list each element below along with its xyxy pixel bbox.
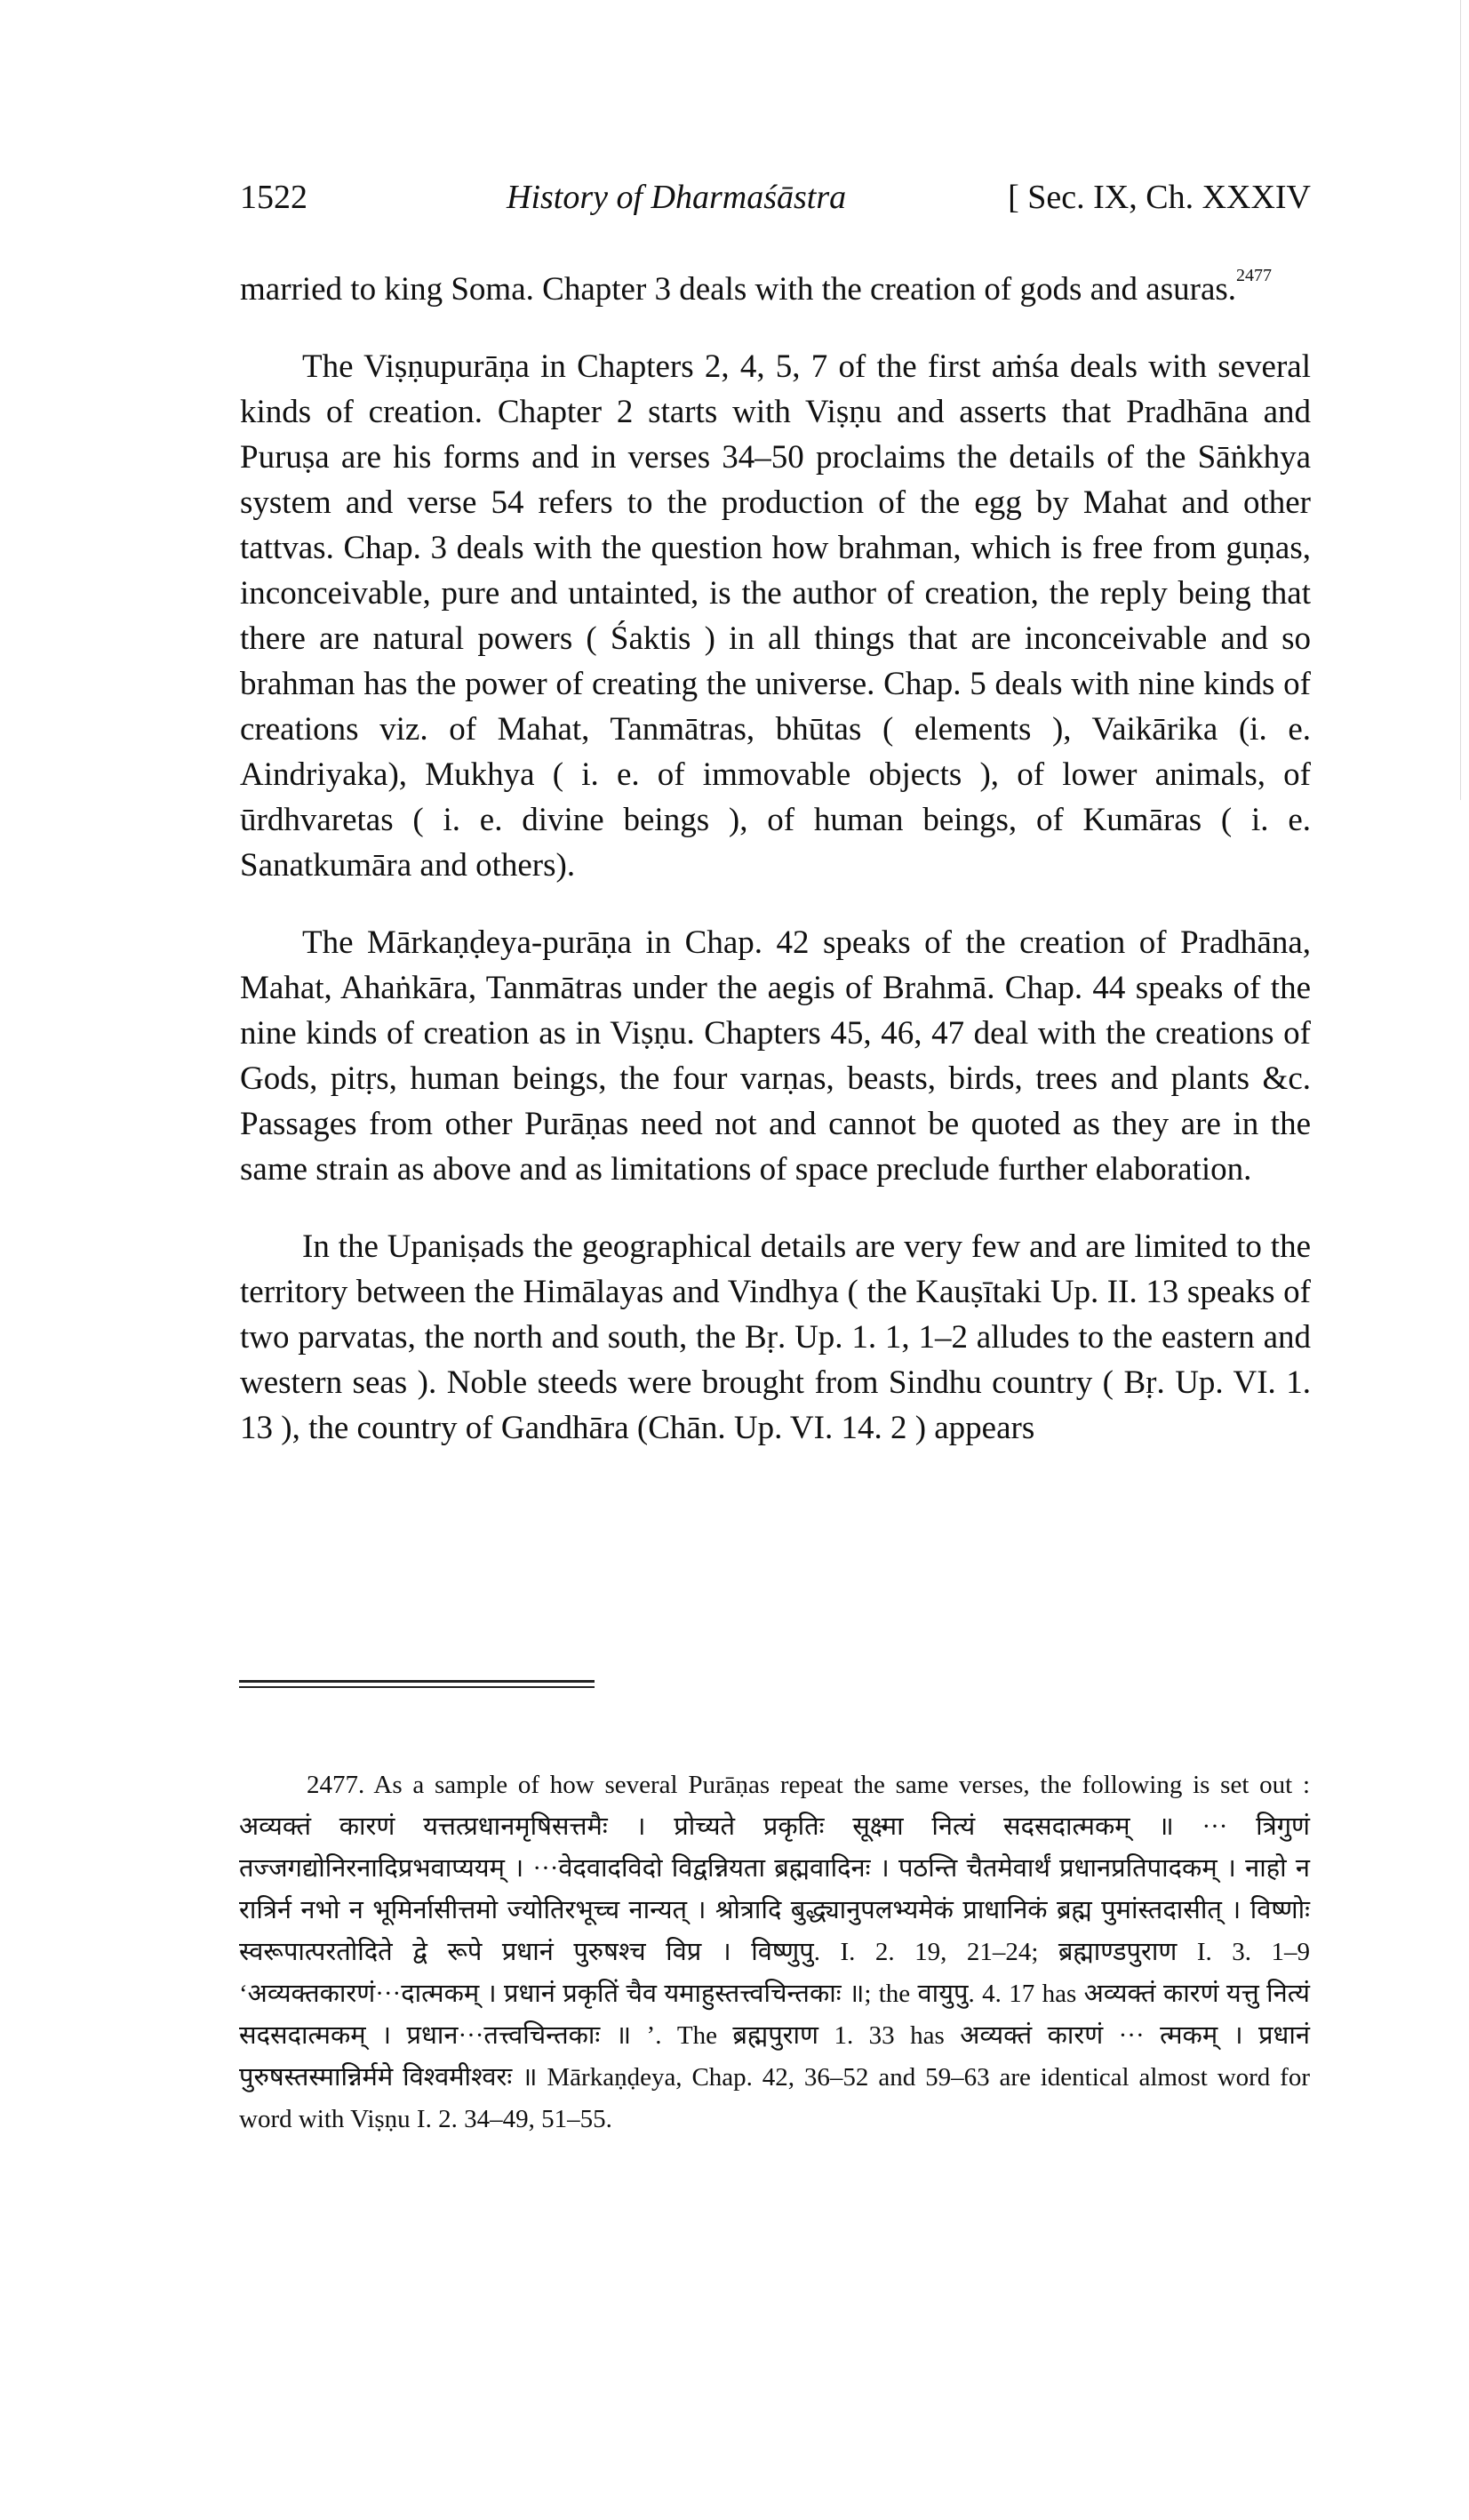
- page-edge: [1460, 0, 1461, 800]
- page-number: 1522: [240, 179, 307, 216]
- footnote-divider: [239, 1680, 595, 1688]
- footnote-text: 2477. As a sample of how several Purāṇas repeat the same verses, the following is set out : अव्यक्तं कारणं यत्तत्प्रधानमृषिसत्तमैः । प्रोच्यते प्रकृतिः सूक्ष्मा नित्यं सदसदात्मकम् ॥ ··· त्रिगुणं तज्जगद्योनिरनादिप्रभवाप्ययम् । ···वेदवादविदो विद्वन्नियता ब्रह्मवादिनः । पठन्ति चैतमेवार्थं प्रधानप्रतिपादकम् । नाहो न रात्रिर्न नभो न भूमिर्नासीत्तमो ज्योतिरभूच्च नान्यत् । श्रोत्रादि बुद्ध्यानुपलभ्यमेकं प्राधानिकं ब्रह्म पुमांस्तदासीत् । विष्णोः स्वरूपात्परतोदिते द्वे रूपे प्रधानं पुरुषश्च विप्र । विष्णुपु. I. 2. 19, 21–24; ब्रह्माण्डपुराण I. 3. 1–9 ‘अव्यक्तकारणं···दात्मकम् । प्रधानं प्रकृतिं चैव यमाहुस्तत्त्वचिन्तकाः ॥; the वायुपु. 4. 17 has अव्यक्तं कारणं यत्तु नित्यं सदसदात्मकम् । प्रधान···तत्त्वचिन्तकाः ॥ ’. The ब्रह्मपुराण 1. 33 has अव्यक्तं कारणं ··· त्मकम् । प्रधानं पुरुषस्तस्मान्निर्ममे विश्वमीश्वरः ॥ Mārkaṇḍeya, Chap. 42, 36–52 and 59–63 are identical almost word for word with Viṣṇu I. 2. 34–49, 51–55.: [239, 1771, 1310, 2133]
- paragraph: In the Upaniṣads the geographical details are very few and are limited to the territory between the Himālayas and Vindhya ( the Kauṣītaki Up. II. 13 speaks of two parvatas, the north and south, the Bṛ. Up. 1. 1, 1–2 alludes to the eastern and western seas ). Noble steeds were brought from Sindhu country ( Bṛ. Up. VI. 1. 13 ), the country of Gandhāra (Chān. Up. VI. 14. 2 ) appears: [240, 1228, 1311, 1446]
- paragraph: The Viṣṇupurāṇa in Chapters 2, 4, 5, 7 of the first aṁśa deals with several kinds of creation. Chapter 2 starts with Viṣṇu and asserts that Pradhāna and Puruṣa are his forms and in verses 34–50 proclaims the details of the Sāṅkhya system and verse 54 refers to the production of the egg by Mahat and other tattvas. Chap. 3 deals with the question how brahman, which is free from guṇas, inconceivable, pure and untainted, is the author of creation, the reply being that there are natural powers ( Śaktis ) in all things that are inconceivable and so brahman has the power of creating the universe. Chap. 5 deals with nine kinds of creations viz. of Mahat, Tanmātras, bhūtas ( elements ), Vaikārika (i. e. Aindriyaka), Mukhya ( i. e. of immovable objects ), of lower animals, of ūrdhvaretas ( i. e. divine beings ), of human beings, of Kumāras ( i. e. Sanatkumāra and others).: [240, 348, 1311, 884]
- paragraph-text: married to king Soma. Chapter 3 deals with the creation of gods and asuras.: [240, 271, 1237, 308]
- running-header: [240, 178, 1311, 222]
- main-text: [240, 267, 1311, 1483]
- footnote: [239, 1764, 1310, 2140]
- section-label: [ Sec. IX, Ch. XXXIV: [1008, 179, 1311, 216]
- book-title: History of Dharmaśāstra: [507, 179, 847, 216]
- footnote-ref: 2477: [1236, 266, 1273, 285]
- paragraph: The Mārkaṇḍeya-purāṇa in Chap. 42 speaks of the creation of Pradhāna, Mahat, Ahaṅkāra, Tanmātras under the aegis of Brahmā. Chap. 44 speaks of the nine kinds of creation as in Viṣṇu. Chapters 45, 46, 47 deal with the creations of Gods, pitṛs, human beings, the four varṇas, beasts, birds, trees and plants &c. Passages from other Purāṇas need not and cannot be quoted as they are in the same strain as above and as limitations of space preclude further elaboration.: [240, 924, 1311, 1188]
- paragraph: [240, 267, 1311, 312]
